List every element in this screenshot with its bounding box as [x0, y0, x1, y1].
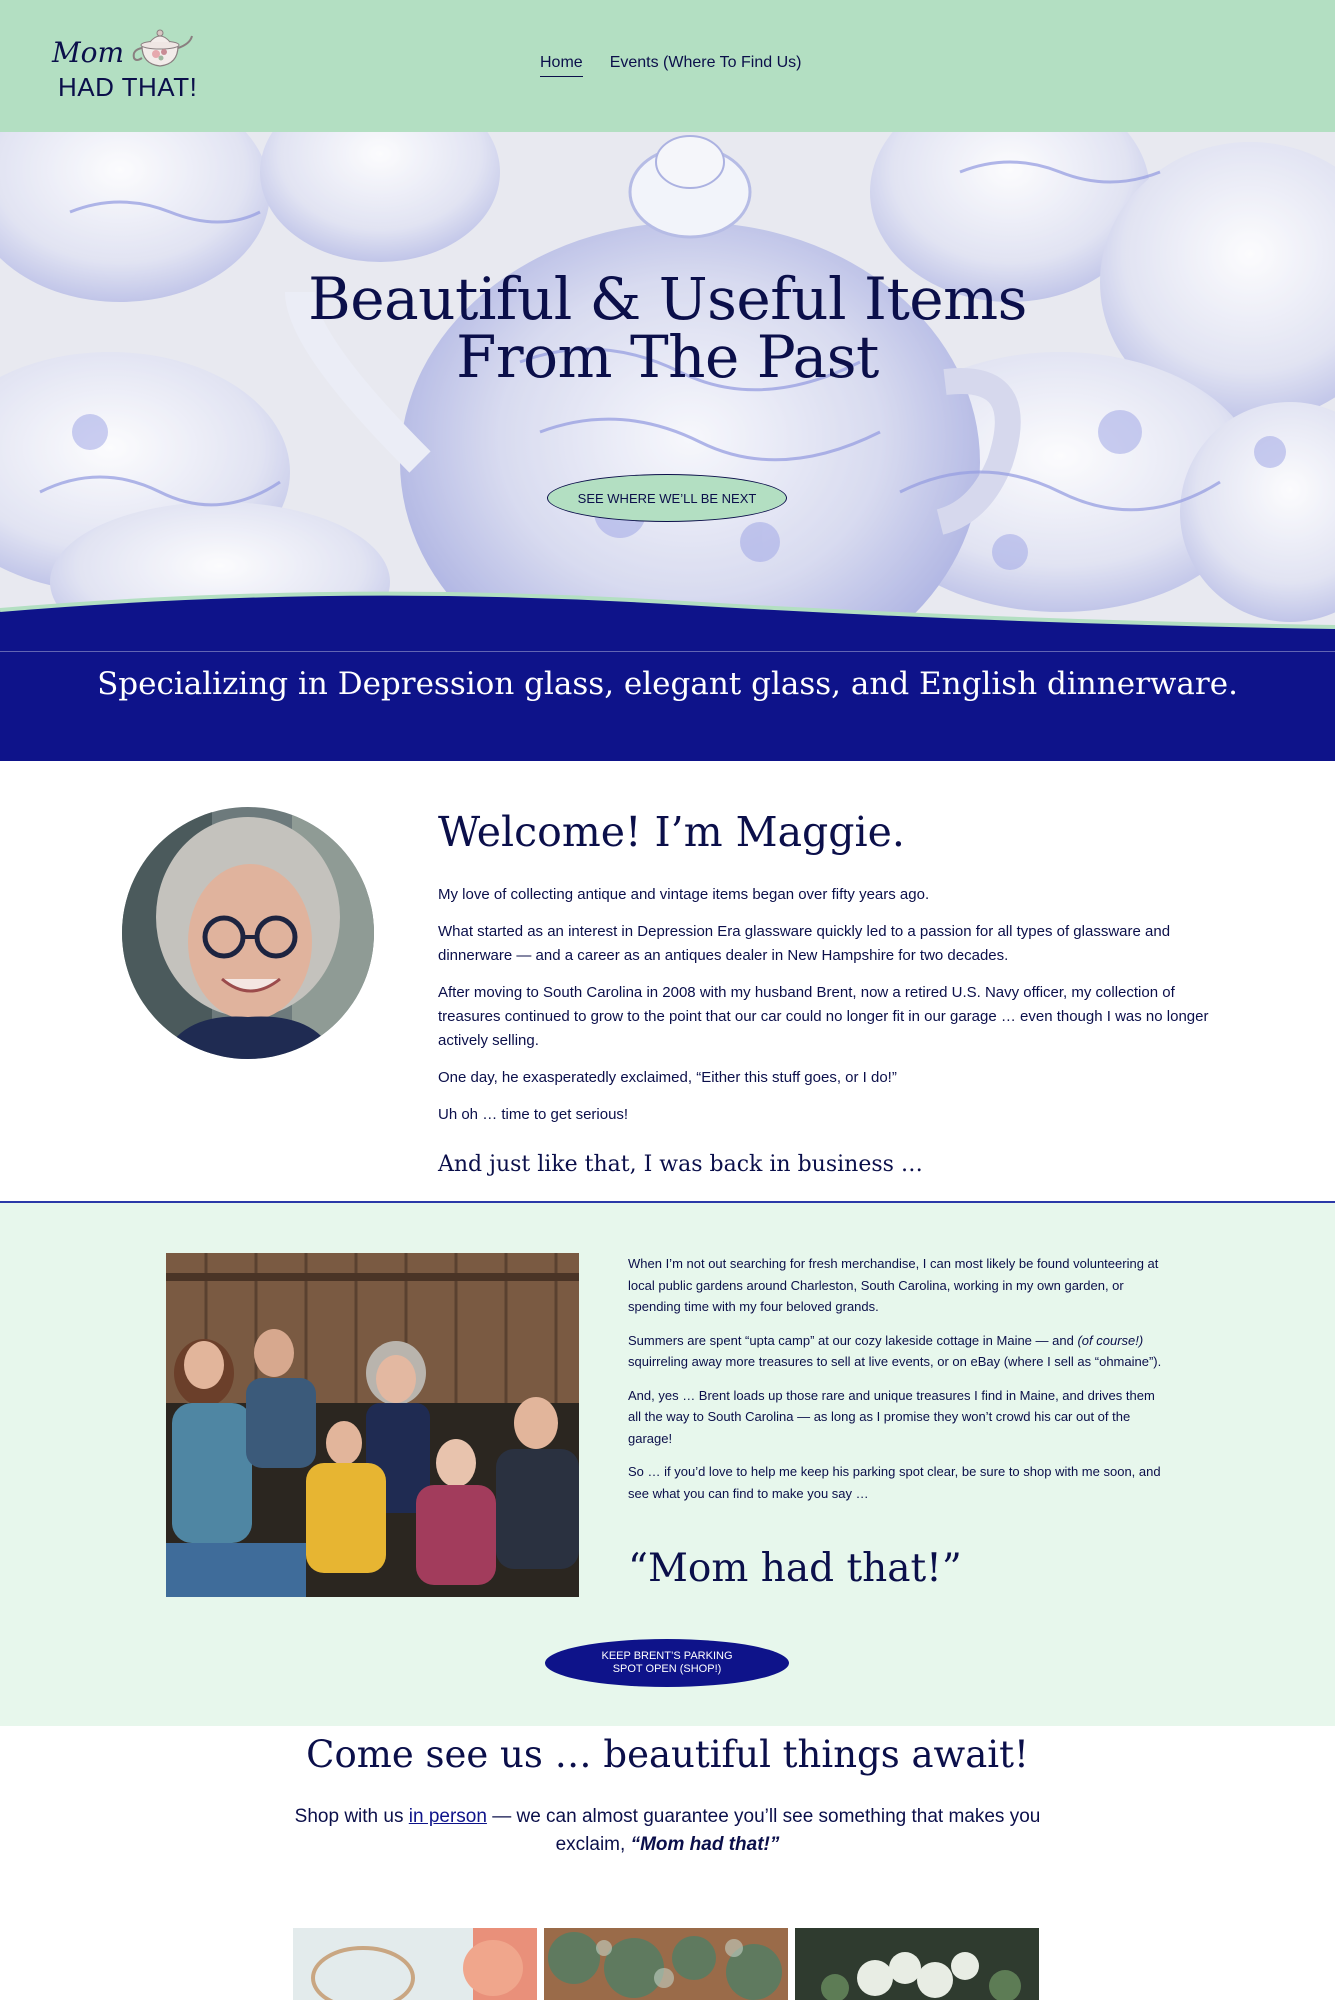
cta-text-part: Shop with us: [294, 1806, 409, 1827]
nav-home-link[interactable]: Home: [540, 54, 583, 77]
come-see-us-text: [290, 1803, 1045, 1859]
event-gallery: [293, 1928, 1039, 2000]
welcome-paragraph: Uh oh … time to get serious!: [438, 1106, 629, 1123]
family-photo: [166, 1253, 579, 1597]
gallery-image-greenery[interactable]: [544, 1928, 788, 2000]
teapot-icon: [128, 24, 194, 72]
logo-script-text: Mom: [52, 36, 125, 69]
hero-background-image: [0, 132, 1335, 652]
mom-had-that-quote: “Mom had that!”: [628, 1546, 962, 1591]
drinks-photo: [293, 1928, 537, 2000]
in-person-link[interactable]: in person: [408, 1806, 487, 1827]
flowers-photo: [795, 1928, 1039, 2000]
welcome-title: Welcome! I’m Maggie.: [438, 808, 905, 856]
cta-text-part: — we can almost guarantee you’ll see something that makes you exclaim,: [486, 1806, 1041, 1855]
come-see-us-title: Come see us … beautiful things await!: [306, 1733, 1029, 1776]
shop-button-label: KEEP BRENT’S PARKING SPOT OPEN (SHOP!): [601, 1650, 733, 1675]
band-divider: [0, 651, 1335, 652]
family-body: [628, 1253, 1168, 1516]
family-paragraph-emphasis: (of course!): [1077, 1332, 1144, 1348]
welcome-paragraph: After moving to South Carolina in 2008 with my husband Brent, now a retired U.S. Navy officer, my collection of treasures continued to grow to the point that our car could no longer fit in our garage … even though I was no longer actively selling.: [438, 984, 1209, 1049]
welcome-paragraph: What started as an interest in Depression Era glassware quickly led to a passion for all types of glassware and dinnerware — and a career as an antiques dealer in New Hampshire for two decades.: [438, 923, 1171, 964]
family-paragraph: [628, 1330, 1168, 1373]
welcome-section: [0, 761, 1335, 1202]
family-paragraph: So … if you’d love to help me keep his parking spot clear, be sure to shop with me soon, and see what you can find to make you say …: [628, 1464, 1161, 1501]
hero-title: [0, 265, 1335, 391]
site-header: [0, 0, 1335, 132]
nav-events-link[interactable]: Events (Where To Find Us): [609, 54, 802, 71]
family-photo-image: [166, 1253, 579, 1597]
hero-title-line-2: From The Past: [456, 323, 879, 391]
shop-button[interactable]: [545, 1639, 789, 1687]
welcome-paragraph: One day, he exasperatedly exclaimed, “Either this stuff goes, or I do!”: [438, 1069, 897, 1086]
specialty-band: [0, 650, 1335, 761]
family-paragraph: And, yes … Brent loads up those rare and unique treasures I find in Maine, and drives them all the way to South Carolina — as long as I promise they won’t crowd his car out of the garage!: [628, 1387, 1155, 1446]
welcome-body: [438, 883, 1228, 1140]
hero-section: [0, 132, 1335, 652]
gallery-image-drinks[interactable]: [293, 1928, 537, 2000]
site-logo[interactable]: [52, 24, 202, 104]
welcome-tagline: And just like that, I was back in business …: [438, 1152, 923, 1177]
family-paragraph-text: Summers are spent “upta camp” at our cozy lakeside cottage in Maine — and: [628, 1332, 1078, 1348]
cta-text-bold: “Mom had that!”: [630, 1834, 780, 1855]
see-where-next-button[interactable]: SEE WHERE WE’LL BE NEXT: [547, 474, 787, 522]
hero-title-line-1: Beautiful & Useful Items: [308, 265, 1027, 333]
main-nav: [540, 54, 801, 77]
logo-wordmark: HAD THAT!: [58, 72, 198, 102]
welcome-paragraph: My love of collecting antique and vintage items began over fifty years ago.: [438, 886, 930, 903]
gallery-image-flowers[interactable]: [795, 1928, 1039, 2000]
family-section: [0, 1203, 1335, 1726]
specialty-text: Specializing in Depression glass, elegant glass, and English dinnerware.: [97, 666, 1238, 702]
family-paragraph-text: squirreling away more treasures to sell at live events, or on eBay (where I sell as “ohmaine”).: [628, 1354, 1162, 1369]
portrait-image: [122, 807, 374, 1059]
family-paragraph: When I’m not out searching for fresh merchandise, I can most likely be found volunteering at local public gardens around Charleston, South Carolina, working in my own garden, or spending time with my four beloved grands.: [628, 1256, 1159, 1314]
greenery-photo: [544, 1928, 788, 2000]
maggie-portrait: [122, 807, 374, 1059]
